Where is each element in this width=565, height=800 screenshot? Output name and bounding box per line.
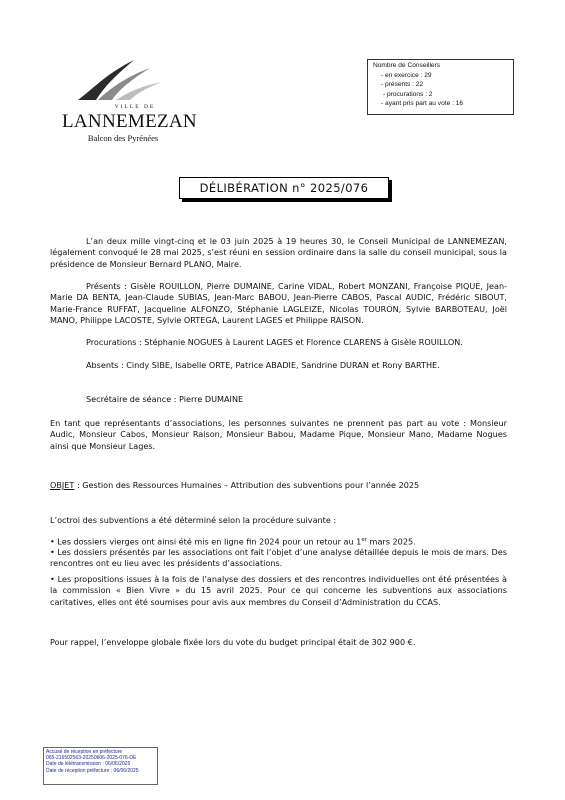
absents-paragraph: Absents : Cindy SIBE, Isabelle ORTE, Patrice ABADIE, Sandrine DURAN et Rony BARTHE. bbox=[86, 360, 440, 370]
presents-paragraph: Présents : Gisèle ROUILLON, Pierre DUMAINE, Carine VIDAL, Robert MONZANI, Françoise PIQUE, Jean-Marie DA BENTA, Jean-Claude SUBIAS, Jean-Marc BABOU, Jean-Pierre CABOS, Pascal AUDIC, Frédéric SIBOUT, Marie-France RUFFAT, Jacqueline ALFONZO, Stéphanie LAGLEIZE, Nicolas TOURON, Sylvie BARBOTEAU, Joël MANO, Philippe LACOSTE, Sylvie ORTEGA, Laurent LAGES et Philippe RAISON. bbox=[50, 281, 507, 325]
deliberation-title: DÉLIBÉRATION n° 2025/076 bbox=[179, 177, 389, 199]
secretaire-paragraph: Secrétaire de séance : Pierre DUMAINE bbox=[86, 394, 244, 404]
receipt-line-4: Date de réception préfecture : 06/06/2025 bbox=[46, 767, 139, 774]
logo-city-name: LANNEMEZAN bbox=[62, 111, 197, 132]
prefecture-receipt-box bbox=[43, 747, 158, 785]
bullet-3: • Les propositions issues à la fois de l’analyse des dossiers et des rencontres individuelles ont été présentées à la commission « Bien Vivre » du 15 avril 2025. Pour ce qui concerne les subventions aux associations caritatives, elles ont été soumises pour avis aux membres du Conseil d’Administration du CCAS. bbox=[50, 574, 507, 607]
objet-text: : Gestion des Ressources Humaines – Attribution des subventions pour l’année 2025 bbox=[74, 480, 420, 490]
counter-ayant-pris-part: - ayant pris part au vote : 16 bbox=[381, 100, 464, 108]
objet-line bbox=[50, 480, 507, 491]
associations-paragraph: En tant que représentants d’associations, les personnes suivantes ne prennent pas part au vote : Monsieur Audic, Monsieur Cabos, Monsieur Raison, Monsieur Babou, Madame Pique, Monsieur Mano, Madame Nogues ainsi que Monsieur Lages. bbox=[50, 418, 507, 451]
bullet-2: • Les dossiers présentés par les associations ont fait l’objet d’une analyse détaillée depuis le mois de mars. Des rencontres ont eu lieu avec les présidents d’associations. bbox=[50, 547, 507, 569]
receipt-line-2: 065-216502563-20250606-2025-076-DE bbox=[46, 755, 137, 762]
lannemezan-logo bbox=[62, 58, 197, 148]
bullet-1-end: mars 2025. bbox=[366, 536, 416, 547]
council-counters-box bbox=[367, 59, 514, 115]
intro-paragraph: L’an deux mille vingt-cinq et le 03 juin 2025 à 19 heures 30, le Conseil Municipal de LANNEMEZAN, légalement convoqué le 28 mai 2025, s’est réuni en session ordinaire dans la salle du conseil municipal, sous la présidence de Monsieur Bernard PLANO, Maire. bbox=[50, 236, 507, 269]
procedure-paragraph: L’octroi des subventions a été déterminé selon la procédure suivante : bbox=[50, 515, 337, 525]
logo-ville-text: VILLE DE bbox=[114, 104, 156, 110]
counters-heading: Nombre de Conseillers bbox=[373, 62, 441, 69]
receipt-line-3: Date de télétransmission : 06/06/2025 bbox=[46, 761, 131, 768]
counter-en-exercice: - en exercice : 29 bbox=[381, 71, 432, 79]
counter-procurations: - procurations : 2 bbox=[383, 90, 433, 98]
counter-presents: - présents : 22 bbox=[381, 81, 424, 89]
rappel-paragraph: Pour rappel, l’enveloppe globale fixée lors du vote du budget principal était de 302 900 €. bbox=[50, 637, 416, 647]
logo-swoosh-icon bbox=[76, 58, 166, 104]
objet-label: OBJET bbox=[50, 480, 75, 490]
bullet-1-sup: er bbox=[361, 537, 367, 543]
receipt-line-1: Accusé de réception en préfecture bbox=[46, 749, 123, 755]
logo-subtitle: Balcon des Pyrénées bbox=[87, 133, 159, 143]
bullet-1-text: • Les dossiers vierges ont ainsi été mis en ligne fin 2024 pour un retour au 1 bbox=[50, 536, 362, 547]
procurations-paragraph: Procurations : Stéphanie NOGUES à Laurent LAGES et Florence CLARENS à Gisèle ROUILLON. bbox=[86, 337, 463, 347]
